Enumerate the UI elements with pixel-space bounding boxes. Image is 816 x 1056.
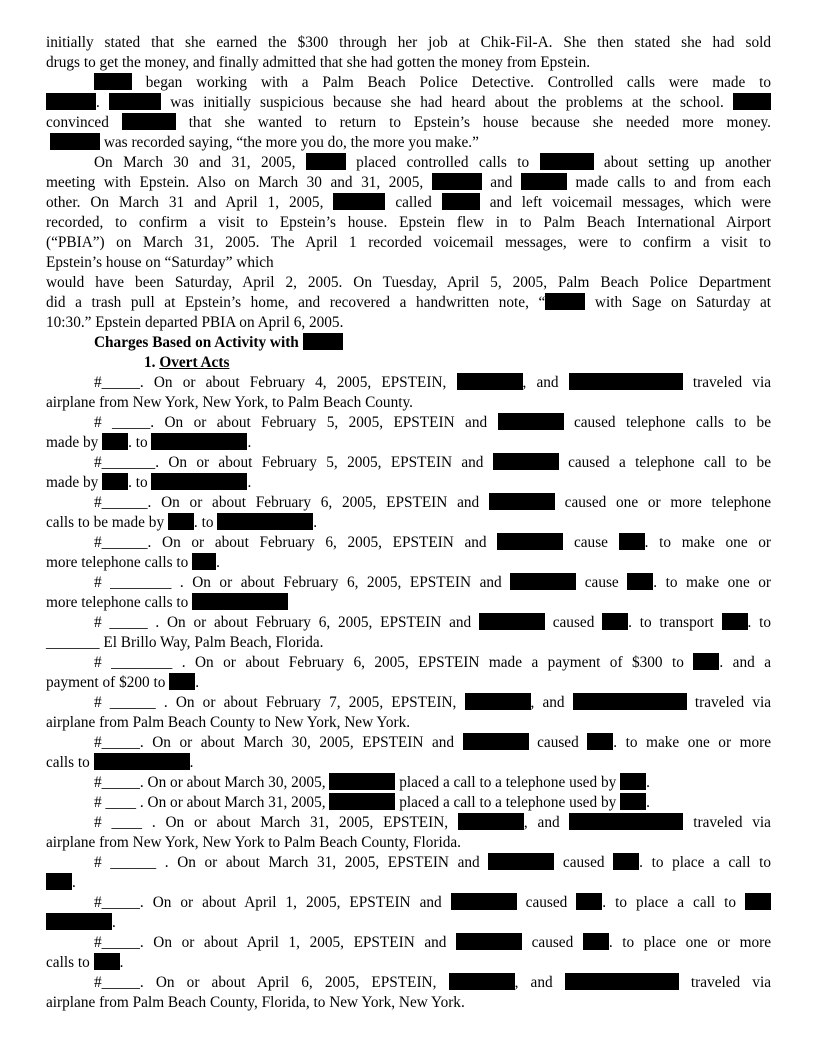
redaction bbox=[489, 493, 555, 510]
redaction bbox=[109, 93, 161, 110]
redaction bbox=[329, 773, 395, 790]
text-line: began working with a Palm Beach Police Detective. Controlled calls were made to bbox=[46, 73, 771, 93]
overt-act: #______. On or about February 6, 2005, EPSTEIN and cause . to make one or bbox=[94, 534, 771, 551]
redaction bbox=[733, 93, 771, 110]
redaction bbox=[497, 533, 563, 550]
redaction bbox=[329, 793, 395, 810]
redaction bbox=[465, 693, 531, 710]
redaction bbox=[602, 613, 628, 630]
redaction bbox=[46, 93, 96, 110]
redaction bbox=[587, 733, 613, 750]
text-line: airplane from New York, New York to Palm Beach County, Florida. bbox=[46, 834, 461, 851]
text-line: more telephone calls to bbox=[46, 593, 771, 613]
redaction bbox=[303, 333, 343, 350]
overt-act: #_____. On or about April 1, 2005, EPSTEIN and caused . to place one or more bbox=[94, 934, 771, 951]
text-line: payment of $200 to . bbox=[46, 674, 200, 691]
text-line: made by . to . bbox=[46, 434, 252, 451]
overt-act: #_____. On or about February 4, 2005, EPSTEIN, , and traveled via bbox=[94, 374, 771, 391]
redaction bbox=[745, 893, 771, 910]
redaction bbox=[493, 453, 559, 470]
overt-act: # ______ . On or about February 7, 2005, EPSTEIN, , and traveled via bbox=[94, 694, 771, 711]
overt-act: # ____ . On or about March 31, 2005, EPSTEIN, , and traveled via bbox=[94, 814, 771, 831]
redaction bbox=[463, 733, 529, 750]
text-line: (“PBIA”) on March 31, 2005. The April 1 recorded voicemail messages, were to confirm a visit to bbox=[46, 234, 771, 251]
redaction bbox=[46, 913, 112, 930]
redaction bbox=[510, 573, 576, 590]
redaction bbox=[620, 773, 646, 790]
text-line: calls to . bbox=[46, 954, 124, 971]
text-line: made by . to . bbox=[46, 474, 252, 491]
redaction bbox=[192, 593, 288, 610]
text-line: 10:30.” Epstein departed PBIA on April 6, 2005. bbox=[46, 314, 344, 331]
redaction bbox=[569, 373, 683, 390]
redaction bbox=[457, 373, 523, 390]
redaction bbox=[456, 933, 522, 950]
overt-act: # ______ . On or about March 31, 2005, EPSTEIN and caused . to place a call to bbox=[94, 854, 771, 871]
text-line: was recorded saying, “the more you do, the more you make.” bbox=[46, 133, 771, 153]
redaction bbox=[722, 613, 748, 630]
redaction bbox=[122, 113, 176, 130]
redaction bbox=[168, 513, 194, 530]
redaction bbox=[217, 513, 313, 530]
redaction bbox=[451, 893, 517, 910]
text-line: more telephone calls to . bbox=[46, 554, 220, 571]
text-line: recorded, to confirm a visit to Epstein’s house. Epstein flew in to Palm Beach International Airport bbox=[46, 214, 771, 231]
overt-act: #_____. On or about March 30, 2005, placed a call to a telephone used by . bbox=[94, 774, 650, 791]
text-line: drugs to get the money, and finally admitted that she had gotten the money from Epstein. bbox=[46, 54, 591, 71]
redaction bbox=[333, 193, 385, 210]
redaction bbox=[545, 293, 585, 310]
text-line: . bbox=[46, 913, 771, 933]
redaction bbox=[432, 173, 482, 190]
redaction bbox=[573, 693, 687, 710]
overt-act: #______. On or about February 6, 2005, EPSTEIN and caused one or more telephone bbox=[94, 494, 771, 511]
redaction bbox=[620, 793, 646, 810]
text-line: . was initially suspicious because she had heard about the problems at the school. bbox=[46, 93, 771, 113]
redaction bbox=[151, 433, 247, 450]
text-line: calls to be made by . to . bbox=[46, 514, 318, 531]
redaction bbox=[449, 973, 515, 990]
redaction bbox=[458, 813, 524, 830]
text-line: _______ El Brillo Way, Palm Beach, Florida. bbox=[46, 634, 324, 651]
redaction bbox=[627, 573, 653, 590]
text-line: Epstein’s house on “Saturday” which bbox=[46, 254, 274, 271]
text-line: airplane from Palm Beach County, Florida, to New York, New York. bbox=[46, 994, 465, 1011]
text-line: meeting with Epstein. Also on March 30 and 31, 2005, and made calls to and from each bbox=[46, 174, 771, 191]
document-page bbox=[46, 33, 771, 1013]
redaction bbox=[192, 553, 216, 570]
redaction bbox=[102, 473, 128, 490]
text-line: airplane from Palm Beach County to New York, New York. bbox=[46, 714, 411, 731]
text-line: . bbox=[46, 873, 771, 893]
overt-act: #_______. On or about February 5, 2005, EPSTEIN and caused a telephone call to be bbox=[94, 454, 771, 471]
text-line: convinced that she wanted to return to Epstein’s house because she needed more money. bbox=[46, 114, 771, 131]
redaction bbox=[94, 73, 132, 90]
redaction bbox=[583, 933, 609, 950]
redaction bbox=[693, 653, 719, 670]
redaction bbox=[50, 133, 100, 150]
text-line: would have been Saturday, April 2, 2005. On Tuesday, April 5, 2005, Palm Beach Police Department bbox=[46, 274, 771, 291]
redaction bbox=[442, 193, 480, 210]
overt-act: # _____. On or about February 5, 2005, EPSTEIN and caused telephone calls to be bbox=[94, 414, 771, 431]
overt-act: # _____ . On or about February 6, 2005, EPSTEIN and caused . to transport . to bbox=[94, 614, 771, 631]
redaction bbox=[569, 813, 683, 830]
overt-act: # ________ . On or about February 6, 2005, EPSTEIN made a payment of $300 to . and a bbox=[94, 654, 771, 671]
overt-act: # ____ . On or about March 31, 2005, placed a call to a telephone used by . bbox=[94, 794, 650, 811]
redaction bbox=[94, 753, 190, 770]
text-line: initially stated that she earned the $300 through her job at Chik-Fil-A. She then stated she had sold bbox=[46, 34, 771, 51]
redaction bbox=[151, 473, 247, 490]
text-line: other. On March 31 and April 1, 2005, called and left voicemail messages, which were bbox=[46, 194, 771, 211]
redaction bbox=[46, 873, 72, 890]
redaction bbox=[94, 953, 120, 970]
text-line: did a trash pull at Epstein’s home, and recovered a handwritten note, “ with Sage on Saturday at bbox=[46, 294, 771, 311]
redaction bbox=[613, 853, 639, 870]
text-line: On March 30 and 31, 2005, placed controlled calls to about setting up another bbox=[94, 154, 771, 171]
redaction bbox=[169, 673, 195, 690]
redaction bbox=[576, 893, 602, 910]
redaction bbox=[540, 153, 594, 170]
redaction bbox=[619, 533, 645, 550]
subheading: 1. Overt Acts bbox=[144, 354, 230, 371]
redaction bbox=[102, 433, 128, 450]
section-heading: Charges Based on Activity with bbox=[46, 333, 771, 353]
overt-act: #_____. On or about March 30, 2005, EPSTEIN and caused . to make one or more bbox=[94, 734, 771, 751]
text-line: calls to . bbox=[46, 754, 194, 771]
redaction bbox=[306, 153, 346, 170]
overt-act: # ________ . On or about February 6, 2005, EPSTEIN and cause . to make one or bbox=[94, 574, 771, 591]
text-line: airplane from New York, New York, to Palm Beach County. bbox=[46, 394, 413, 411]
redaction bbox=[488, 853, 554, 870]
redaction bbox=[521, 173, 567, 190]
redaction bbox=[479, 613, 545, 630]
redaction bbox=[565, 973, 679, 990]
overt-act: #_____. On or about April 1, 2005, EPSTEIN and caused . to place a call to bbox=[46, 893, 771, 913]
redaction bbox=[498, 413, 564, 430]
overt-act: #_____. On or about April 6, 2005, EPSTEIN, , and traveled via bbox=[94, 974, 771, 991]
